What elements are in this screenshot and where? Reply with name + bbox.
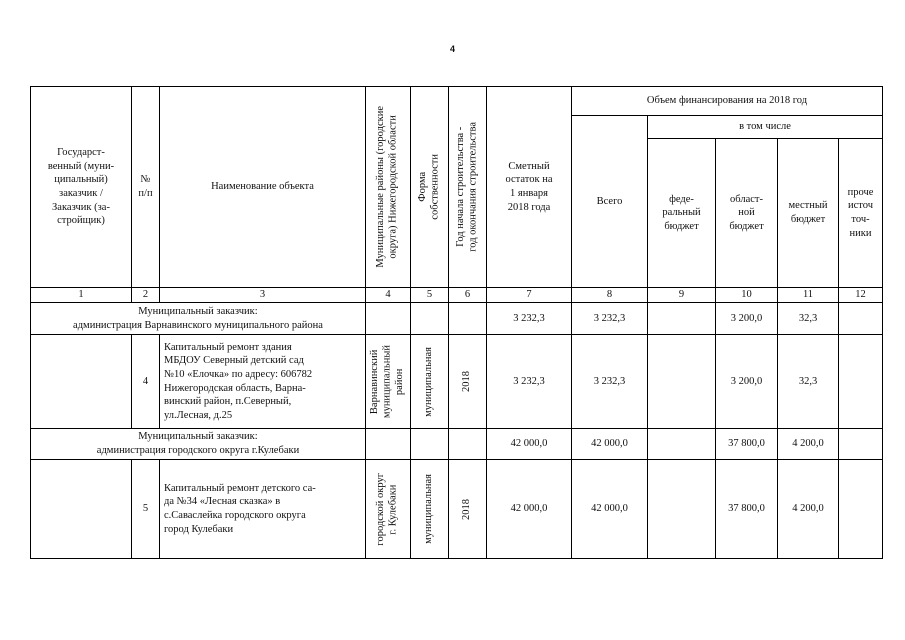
group-years — [449, 303, 487, 335]
item-total: 42 000,0 — [572, 460, 648, 559]
item-ownership — [411, 335, 449, 429]
col-number: 5 — [411, 288, 449, 303]
item-district-text: городской округ г. Кулебаки — [375, 472, 399, 546]
group-total: 3 232,3 — [572, 303, 648, 335]
col-number: 9 — [648, 288, 716, 303]
column-numbers-row — [31, 288, 883, 303]
header-including: в том числе — [648, 116, 883, 139]
item-name: Капитальный ремонт здания МБДОУ Северный детский сад №10 «Елочка» по адресу: 606782 Нижегородская область, Варна- винский район, п.Северный, ул.Лесная, д.25 — [160, 335, 366, 429]
item-total: 3 232,3 — [572, 335, 648, 429]
header-funding: Объем финансирования на 2018 год — [572, 87, 883, 116]
item-local: 4 200,0 — [778, 460, 839, 559]
col-number: 6 — [449, 288, 487, 303]
col-number: 8 — [572, 288, 648, 303]
header-row — [31, 87, 883, 116]
col-number: 4 — [366, 288, 411, 303]
item-ownership-text: муниципальная — [423, 474, 435, 544]
group-local: 32,3 — [778, 303, 839, 335]
item-years-text: 2018 — [461, 371, 473, 392]
header-balance: Сметный остаток на 1 января 2018 года — [487, 87, 572, 288]
header-number: № п/п — [132, 87, 160, 288]
item-customer — [31, 335, 132, 429]
item-years — [449, 335, 487, 429]
header-total: Всего — [572, 116, 648, 288]
item-district — [366, 335, 411, 429]
item-district — [366, 460, 411, 559]
item-other — [839, 460, 883, 559]
group-local: 4 200,0 — [778, 429, 839, 460]
item-name: Капитальный ремонт детского са- да №34 «Лесная сказка» в с.Саваслейка городского округа город Кулебаки — [160, 460, 366, 559]
header-years — [449, 87, 487, 288]
item-federal — [648, 335, 716, 429]
group-balance: 42 000,0 — [487, 429, 572, 460]
group-total: 42 000,0 — [572, 429, 648, 460]
header-object-name: Наименование объекта — [160, 87, 366, 288]
header-district — [366, 87, 411, 288]
header-years-text: Год начала строительства - год окончания строительства — [454, 122, 479, 252]
header-ownership-text: Форма собственности — [416, 154, 441, 220]
group-row — [31, 303, 883, 335]
col-number: 7 — [487, 288, 572, 303]
item-ownership — [411, 460, 449, 559]
group-customer: Муниципальный заказчик: администрация городского округа г.Кулебаки — [31, 429, 366, 460]
page-number: 4 — [449, 44, 455, 54]
group-other — [839, 303, 883, 335]
group-ownership — [411, 303, 449, 335]
col-number: 2 — [132, 288, 160, 303]
group-federal — [648, 429, 716, 460]
item-balance: 3 232,3 — [487, 335, 572, 429]
item-regional: 37 800,0 — [716, 460, 778, 559]
item-years-text: 2018 — [461, 498, 473, 520]
header-other: проче источ точ- ники — [839, 139, 883, 288]
item-district-text: Варнавинский муниципальный район — [369, 344, 406, 419]
header-ownership — [411, 87, 449, 288]
financing-table — [30, 86, 883, 559]
col-number: 1 — [31, 288, 132, 303]
header-customer: Государст- венный (муни- ципальный) заказчик / Заказчик (за- стройщик) — [31, 87, 132, 288]
group-balance: 3 232,3 — [487, 303, 572, 335]
group-row — [31, 429, 883, 460]
item-ownership-text: муниципальная — [423, 346, 435, 417]
header-regional: област- ной бюджет — [716, 139, 778, 288]
group-ownership — [411, 429, 449, 460]
item-row — [31, 460, 883, 559]
col-number: 10 — [716, 288, 778, 303]
item-number: 4 — [132, 335, 160, 429]
item-local: 32,3 — [778, 335, 839, 429]
header-district-text: Муниципальные районы (городские округа) Нижегородской области — [375, 106, 399, 268]
item-balance: 42 000,0 — [487, 460, 572, 559]
group-customer: Муниципальный заказчик: администрация Варнавинского муниципального района — [31, 303, 366, 335]
header-federal: феде- ральный бюджет — [648, 139, 716, 288]
col-number: 12 — [839, 288, 883, 303]
group-regional: 3 200,0 — [716, 303, 778, 335]
group-regional: 37 800,0 — [716, 429, 778, 460]
group-other — [839, 429, 883, 460]
item-regional: 3 200,0 — [716, 335, 778, 429]
group-years — [449, 429, 487, 460]
group-district — [366, 303, 411, 335]
item-customer — [31, 460, 132, 559]
group-federal — [648, 303, 716, 335]
col-number: 11 — [778, 288, 839, 303]
item-years — [449, 460, 487, 559]
col-number: 3 — [160, 288, 366, 303]
item-number: 5 — [132, 460, 160, 559]
group-district — [366, 429, 411, 460]
item-federal — [648, 460, 716, 559]
header-local: местный бюджет — [778, 139, 839, 288]
item-row — [31, 335, 883, 429]
item-other — [839, 335, 883, 429]
